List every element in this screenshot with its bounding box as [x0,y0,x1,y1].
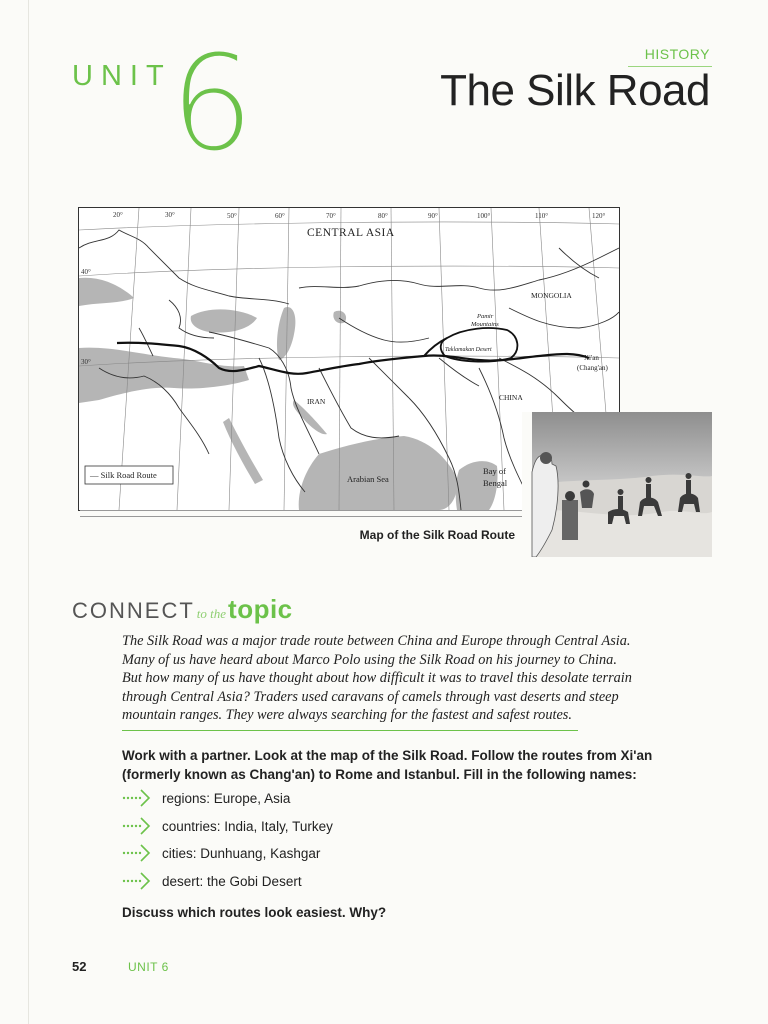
list-item-text: cities: Dunhuang, Kashgar [162,846,321,861]
map-label-arabian-sea: Arabian Sea [347,474,389,484]
intro-line: through Central Asia? Traders used caravans of camels through vast deserts and steep [122,688,619,705]
map-label-mountains: Mountains [471,321,499,328]
intro-line: mountain ranges. They were always searching for the fastest and safest routes. [122,707,572,723]
page-number: 52 [72,959,87,974]
lon-label: 60° [275,212,285,220]
lon-label: 120° [592,212,606,220]
list-item [122,871,622,899]
lon-label: 80° [378,212,388,220]
list-item [122,816,622,844]
lon-label: 90° [428,212,438,220]
discussion-prompt: Discuss which routes look easiest. Why? [122,905,387,920]
dotted-arrow-icon [122,842,152,864]
list-item-text: regions: Europe, Asia [162,791,291,806]
map-label-changan: (Chang'an) [577,364,608,372]
unit-number: 6 [170,27,254,181]
instruction-line: (formerly known as Chang'an) to Rome and Istanbul. Fill in the following names: [122,767,637,782]
map-label-central-asia: CENTRAL ASIA [307,227,395,239]
map-label-china: CHINA [499,393,523,402]
instructions [122,746,682,784]
map-legend-label: — Silk Road Route [90,470,157,480]
lon-label: 50° [227,212,237,220]
page-title: The Silk Road [440,66,710,115]
connect-to-the: to the [196,606,227,621]
map-label-bengal: Bengal [483,478,508,488]
subject-label: HISTORY [644,46,710,62]
map-label-pamir: Pamir [477,313,494,320]
map-caption: Map of the Silk Road Route [359,528,515,542]
unit-label: UNIT [72,60,172,92]
lon-label: 110° [535,212,549,220]
lon-label: 30° [165,211,175,219]
list-item-text: countries: India, Italy, Turkey [162,818,333,834]
map-label-xian: Xi'an [584,354,599,362]
mediterranean-sea [79,348,249,403]
lon-label: 100° [477,212,491,220]
fill-in-list [122,788,622,898]
map-label-bay: Bay of [483,466,506,476]
lat-label: 40° [81,268,91,276]
caravan-photo [522,412,712,557]
intro-line: But how many of us have thought about how difficult it was to travel this desolate terrain [122,670,632,686]
map-frame-shadow [80,510,522,517]
intro-line: The Silk Road was a major trade route between China and Europe through Central Asia. [122,633,631,649]
dotted-arrow-icon [122,815,152,837]
red-sea [223,418,263,484]
black-sea [191,309,257,332]
dotted-arrow-icon [122,870,152,892]
arabian-sea-fill [299,436,458,510]
intro-underline [122,730,578,731]
connect-heading [72,594,293,625]
caspian-sea [277,307,295,360]
instruction-line: Work with a partner. Look at the map of the Silk Road. Follow the routes from Xi'an [122,748,653,763]
lon-label: 20° [113,211,123,219]
map-label-taklamakan: Taklamakan Desert [445,347,492,353]
map-label-mongolia: MONGOLIA [531,291,572,300]
map-label-iran: IRAN [307,397,326,406]
list-item-text: desert: the Gobi Desert [162,873,302,889]
list-item [122,788,622,816]
list-item [122,843,622,871]
dotted-arrow-icon [122,787,152,809]
lat-label: 30° [81,358,91,366]
connect-topic: topic [228,594,293,624]
footer-unit-label: UNIT 6 [128,960,169,974]
connect-word: CONNECT [72,598,195,623]
intro-line: Many of us have heard about Marco Polo using the Silk Road on his journey to China. [122,651,617,668]
lon-label: 70° [326,212,336,220]
intro-paragraph [122,632,652,725]
black-sea-north-water [79,278,134,306]
page-edge [28,0,29,1024]
